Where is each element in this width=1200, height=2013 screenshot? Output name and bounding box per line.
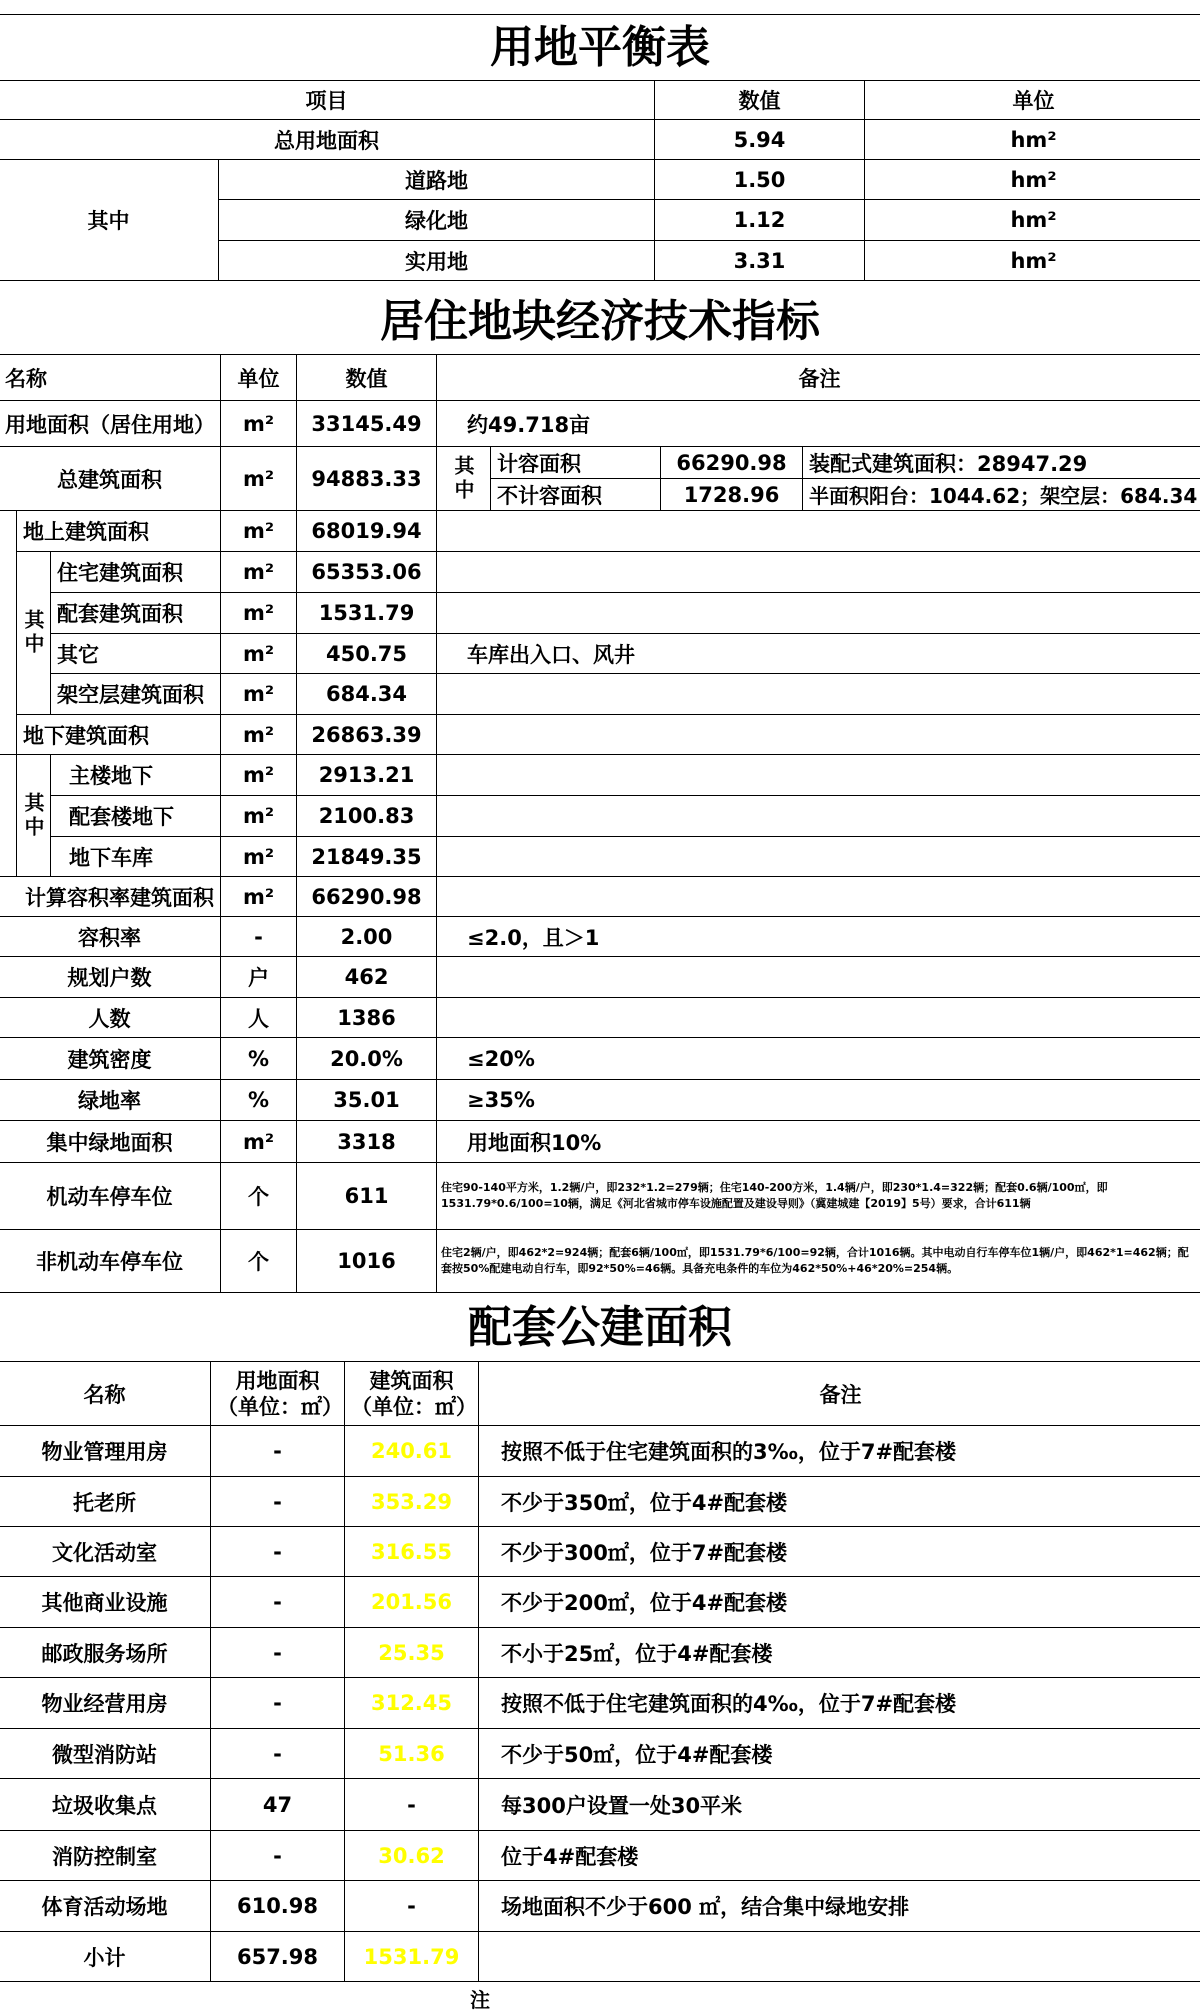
total-land-label: 总用地面积 (0, 120, 655, 160)
facility-name: 物业经营用房 (0, 1678, 211, 1729)
facility-build-area: 312.45 (345, 1678, 479, 1729)
facilities-title: 配套公建面积 (0, 1298, 1200, 1358)
facility-build-area: 30.62 (345, 1831, 479, 1881)
under-row-value: 21849.35 (297, 837, 437, 877)
under-row-unit: m² (221, 755, 297, 796)
facility-row (0, 1577, 1200, 1628)
facility-name: 消防控制室 (0, 1831, 211, 1881)
row-label: 实用地 (219, 241, 655, 281)
facility-row (0, 1426, 1200, 1477)
above-row-note (437, 552, 1200, 593)
indicator-label: 集中绿地面积 (0, 1121, 221, 1163)
under-outer-margin (0, 755, 17, 877)
land-area-value: 33145.49 (297, 401, 437, 447)
gross-area-label: 总建筑面积 (0, 447, 221, 511)
indicator-unit: % (221, 1080, 297, 1121)
facility-row (0, 1881, 1200, 1932)
indicators-table (0, 354, 1200, 1293)
indicator-value: 462 (297, 957, 437, 998)
indicator-value: 1386 (297, 998, 437, 1038)
facility-build-area: 51.36 (345, 1729, 479, 1779)
facility-build-area: 25.35 (345, 1628, 479, 1678)
above-row-value: 1531.79 (297, 593, 437, 634)
indicator-note: 用地面积10% (437, 1121, 1200, 1163)
top-border-line (0, 14, 1200, 15)
facility-note: 不少于200㎡，位于4#配套楼 (479, 1577, 1200, 1628)
facility-row (0, 1729, 1200, 1779)
under-group-label: 其中 (17, 755, 51, 877)
row-unit: hm² (865, 160, 1200, 200)
above-row-value: 65353.06 (297, 552, 437, 593)
facility-name: 体育活动场地 (0, 1881, 211, 1932)
facility-build-area: 353.29 (345, 1477, 479, 1527)
nonfar-area-note: 半面积阳台：1044.62；架空层：684.34 (803, 479, 1200, 511)
row-unit: hm² (865, 200, 1200, 241)
facility-name: 其他商业设施 (0, 1577, 211, 1628)
parking-unit: 个 (221, 1163, 297, 1230)
indicators-title: 居住地块经济技术指标 (0, 292, 1200, 352)
indicator-note (437, 998, 1200, 1038)
header-name: 名称 (0, 355, 221, 401)
far-area-note: 装配式建筑面积：28947.29 (803, 447, 1200, 479)
above-row-unit: m² (221, 634, 297, 674)
facility-build-area: - (345, 1779, 479, 1831)
facility-build-area: 316.55 (345, 1527, 479, 1577)
facility-row (0, 1477, 1200, 1527)
facility-name: 物业管理用房 (0, 1426, 211, 1477)
under-note (437, 715, 1200, 755)
indicator-note: ≤2.0，且＞1 (437, 917, 1200, 957)
facility-row (0, 1527, 1200, 1577)
under-row-label: 配套楼地下 (51, 796, 221, 837)
row-value: 1.12 (655, 200, 865, 241)
facility-build-area: 201.56 (345, 1577, 479, 1628)
header-unit: 单位 (865, 81, 1200, 120)
land-area-note: 约49.718亩 (437, 401, 1200, 447)
indicator-unit: 户 (221, 957, 297, 998)
far-area-label: 计容面积 (491, 447, 661, 479)
total-land-value: 5.94 (655, 120, 865, 160)
bike-note: 住宅2辆/户，即462*2=924辆；配套6辆/100㎡，即1531.79*6/100=92辆，合计1016辆。其中电动自行车停车位1辆/户，即462*1=462辆；配套按50%配建电动自行车，即92*50%=46辆。具备充电条件的车位为462*50%+46*20%=254辆。 (437, 1230, 1200, 1293)
facility-land-area: - (211, 1577, 345, 1628)
facility-note: 位于4#配套楼 (479, 1831, 1200, 1881)
above-row-unit: m² (221, 593, 297, 634)
facility-note: 不少于50㎡，位于4#配套楼 (479, 1729, 1200, 1779)
parking-value: 611 (297, 1163, 437, 1230)
facility-land-area: - (211, 1729, 345, 1779)
parking-label: 机动车停车位 (0, 1163, 221, 1230)
above-row-value: 450.75 (297, 634, 437, 674)
facility-land-area: - (211, 1527, 345, 1577)
indicator-value: 35.01 (297, 1080, 437, 1121)
indicator-label: 容积率 (0, 917, 221, 957)
row-label: 道路地 (219, 160, 655, 200)
indicator-note (437, 877, 1200, 917)
above-group-label: 其中 (17, 552, 51, 715)
facility-note: 不少于300㎡，位于7#配套楼 (479, 1527, 1200, 1577)
under-row-note (437, 755, 1200, 796)
under-row-unit: m² (221, 837, 297, 877)
facility-land-area: - (211, 1678, 345, 1729)
facility-row (0, 1779, 1200, 1831)
facility-name: 垃圾收集点 (0, 1779, 211, 1831)
facility-name: 托老所 (0, 1477, 211, 1527)
header-unit: 单位 (221, 355, 297, 401)
indicator-label: 建筑密度 (0, 1038, 221, 1080)
header-note: 备注 (437, 355, 1200, 401)
above-unit: m² (221, 511, 297, 552)
under-row-unit: m² (221, 796, 297, 837)
above-row-note (437, 674, 1200, 715)
facilities-table (0, 1361, 1200, 1982)
gross-sub-label: 其中 (437, 447, 491, 511)
facility-row (0, 1831, 1200, 1881)
indicator-unit: 人 (221, 998, 297, 1038)
facility-note: 按照不低于住宅建筑面积的4‰，位于7#配套楼 (479, 1678, 1200, 1729)
header-item: 项目 (0, 81, 655, 120)
indicator-label: 计算容积率建筑面积 (0, 877, 221, 917)
facility-row (0, 1678, 1200, 1729)
under-unit: m² (221, 715, 297, 755)
indicator-note: ≥35% (437, 1080, 1200, 1121)
total-land-unit: hm² (865, 120, 1200, 160)
facility-row (0, 1628, 1200, 1678)
land-area-unit: m² (221, 401, 297, 447)
indicator-value: 3318 (297, 1121, 437, 1163)
facility-note: 不小于25㎡，位于4#配套楼 (479, 1628, 1200, 1678)
row-value: 3.31 (655, 241, 865, 281)
facility-total-build: 1531.79 (345, 1932, 479, 1982)
gross-area-value: 94883.33 (297, 447, 437, 511)
gross-area-unit: m² (221, 447, 297, 511)
facility-note: 不少于350㎡，位于4#配套楼 (479, 1477, 1200, 1527)
group-label: 其中 (0, 160, 219, 281)
facility-land-area: - (211, 1628, 345, 1678)
footer-mark: 注 (470, 1984, 490, 2013)
above-row-unit: m² (221, 552, 297, 593)
facility-note: 每300户设置一处30平米 (479, 1779, 1200, 1831)
indicator-note: ≤20% (437, 1038, 1200, 1080)
indicator-value: 2.00 (297, 917, 437, 957)
facility-total-note (479, 1932, 1200, 1982)
indicator-label: 人数 (0, 998, 221, 1038)
under-row-note (437, 796, 1200, 837)
above-note (437, 511, 1200, 552)
land-balance-title: 用地平衡表 (0, 18, 1200, 78)
fac-header-name: 名称 (0, 1362, 211, 1426)
facility-note: 按照不低于住宅建筑面积的3‰，位于7#配套楼 (479, 1426, 1200, 1477)
under-label: 地下建筑面积 (17, 715, 221, 755)
facility-note: 场地面积不少于600 ㎡，结合集中绿地安排 (479, 1881, 1200, 1932)
above-row-unit: m² (221, 674, 297, 715)
above-row-note: 车库出入口、风井 (437, 634, 1200, 674)
facility-total-name: 小计 (0, 1932, 211, 1982)
land-area-label: 用地面积（居住用地） (0, 401, 221, 447)
under-row-note (437, 837, 1200, 877)
indicator-unit: - (221, 917, 297, 957)
facility-name: 邮政服务场所 (0, 1628, 211, 1678)
under-row-label: 主楼地下 (51, 755, 221, 796)
header-value: 数值 (297, 355, 437, 401)
far-area-value: 66290.98 (661, 447, 803, 479)
indicator-label: 绿地率 (0, 1080, 221, 1121)
indicator-value: 66290.98 (297, 877, 437, 917)
above-row-label: 其它 (51, 634, 221, 674)
fac-header-note: 备注 (479, 1362, 1200, 1426)
indicator-unit: % (221, 1038, 297, 1080)
bike-unit: 个 (221, 1230, 297, 1293)
land-balance-table (0, 80, 1200, 281)
fac-header-land: 用地面积 （单位：㎡） (211, 1362, 345, 1426)
row-label: 绿化地 (219, 200, 655, 241)
row-unit: hm² (865, 241, 1200, 281)
indicator-unit: m² (221, 1121, 297, 1163)
indicator-label: 规划户数 (0, 957, 221, 998)
facility-build-area: 240.61 (345, 1426, 479, 1477)
facility-name: 微型消防站 (0, 1729, 211, 1779)
facility-land-area: - (211, 1477, 345, 1527)
nonfar-area-value: 1728.96 (661, 479, 803, 511)
under-row-label: 地下车库 (51, 837, 221, 877)
above-row-value: 684.34 (297, 674, 437, 715)
above-row-note (437, 593, 1200, 634)
row-value: 1.50 (655, 160, 865, 200)
parking-note: 住宅90-140平方米，1.2辆/户，即232*1.2=279辆；住宅140-200方米，1.4辆/户，即230*1.4=322辆；配套0.6辆/100㎡，即1531.79*0.6/100=10辆，满足《河北省城市停车设施配置及建设导则》（冀建城建【2019】5号）要求，合计611辆 (437, 1163, 1200, 1230)
header-value: 数值 (655, 81, 865, 120)
above-label: 地上建筑面积 (17, 511, 221, 552)
facility-name: 文化活动室 (0, 1527, 211, 1577)
under-row-value: 2100.83 (297, 796, 437, 837)
facility-total-land: 657.98 (211, 1932, 345, 1982)
under-value: 26863.39 (297, 715, 437, 755)
facility-land-area: 610.98 (211, 1881, 345, 1932)
indicator-unit: m² (221, 877, 297, 917)
above-row-label: 架空层建筑面积 (51, 674, 221, 715)
fac-header-build: 建筑面积 （单位：㎡） (345, 1362, 479, 1426)
indicator-value: 20.0% (297, 1038, 437, 1080)
under-row-value: 2913.21 (297, 755, 437, 796)
bike-value: 1016 (297, 1230, 437, 1293)
above-value: 68019.94 (297, 511, 437, 552)
facility-land-area: - (211, 1831, 345, 1881)
above-row-label: 配套建筑面积 (51, 593, 221, 634)
facility-build-area: - (345, 1881, 479, 1932)
bike-label: 非机动车停车位 (0, 1230, 221, 1293)
indicator-note (437, 957, 1200, 998)
facility-land-area: 47 (211, 1779, 345, 1831)
above-row-label: 住宅建筑面积 (51, 552, 221, 593)
facility-land-area: - (211, 1426, 345, 1477)
facility-total-row (0, 1932, 1200, 1982)
above-outer-margin (0, 511, 17, 755)
nonfar-area-label: 不计容面积 (491, 479, 661, 511)
